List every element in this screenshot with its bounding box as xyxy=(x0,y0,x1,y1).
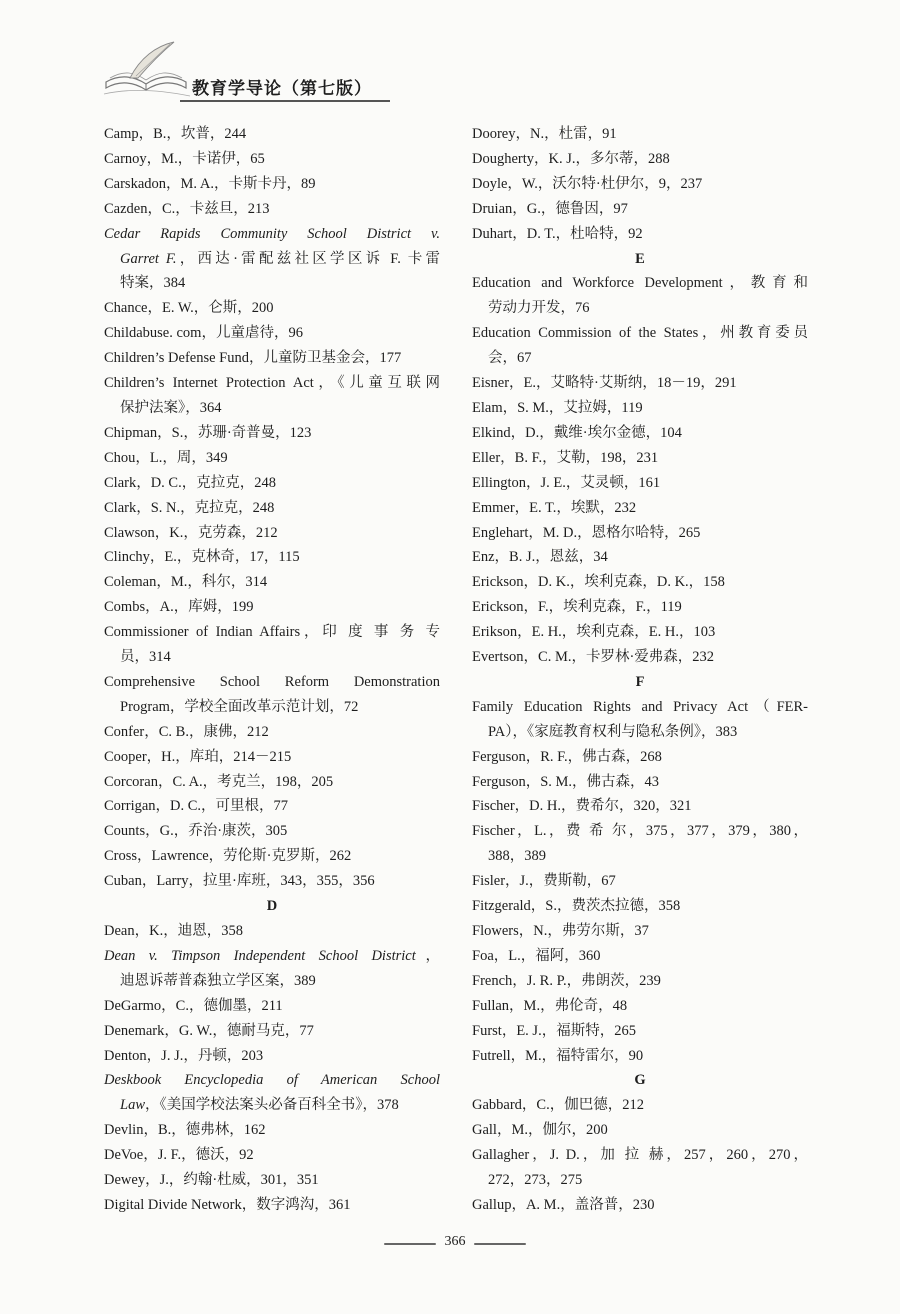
index-entry: Futrell，M.，福特雷尔，90 xyxy=(472,1047,644,1064)
page-footer xyxy=(0,1234,900,1254)
index-entry: Enz，B. J.，恩兹，34 xyxy=(472,549,608,566)
index-entry-text: Gallagher，J. D.，加 拉 赫，257，260，270， xyxy=(472,1147,808,1164)
index-entry: Denemark，G. W.，德耐马克，77 xyxy=(104,1022,314,1039)
index-entry: Coleman，M.，科尔，314 xyxy=(104,574,268,591)
index-entry-text: Commissioner of Indian Affairs，印 度 事 务 专 xyxy=(104,624,440,641)
index-entry: Chipman，S.，苏珊·奇普曼，123 xyxy=(104,424,312,441)
index-entry-title-text: Cedar Rapids Community School District v. xyxy=(104,225,440,242)
index-column-right xyxy=(472,122,808,1218)
index-section-letter: F xyxy=(635,673,645,690)
index-entry: Doorey，N.，杜雷，91 xyxy=(472,126,617,142)
index-entry xyxy=(472,321,808,371)
index-entry: Cazden，C.，卡兹旦，213 xyxy=(104,200,270,217)
index-entry-line xyxy=(472,321,808,346)
index-entry-text: 迪恩诉蒂普森独立学区案，389 xyxy=(120,972,316,989)
index-entry: Eisner，E.，艾略特·艾斯纳，18－19，291 xyxy=(472,375,737,392)
index-entry-line xyxy=(104,1068,440,1093)
index-entry-text: 会，67 xyxy=(488,350,532,367)
index-entry: DeVoe，J. F.，德沃，92 xyxy=(104,1147,254,1164)
index-entry: Digital Divide Network，数字鸿沟，361 xyxy=(104,1196,351,1213)
index-entry: Ferguson，S. M.，佛古森，43 xyxy=(472,773,660,790)
index-entry xyxy=(104,944,440,994)
index-entry-line xyxy=(104,1093,440,1118)
index-entry: Erickson，D. K.，埃利克森，D. K.，158 xyxy=(472,574,725,591)
footer-ornament-left xyxy=(384,1243,436,1245)
index-entry: Dean，K.，迪恩，358 xyxy=(104,923,243,939)
index-entry: Fisler，J.，费斯勒，67 xyxy=(472,873,616,890)
index-entry: Camp，B.，坎普，244 xyxy=(104,126,247,142)
index-entry-line xyxy=(472,271,808,296)
index-entry-line xyxy=(104,645,440,670)
index-entry-text: 劳动力开发，76 xyxy=(488,300,590,317)
index-entry-line xyxy=(104,222,440,247)
index-entry xyxy=(472,271,808,321)
index-entry-line xyxy=(472,1143,808,1168)
index-entry: Erickson，F.，埃利克森，F.，119 xyxy=(472,599,682,616)
index-entry xyxy=(104,371,440,421)
index-entry: Elkind，D.，戴维·埃尔金德，104 xyxy=(472,424,682,441)
index-entry-text: ，西达·雷配兹社区学区诉 F. 卡雷 xyxy=(176,250,440,267)
index-entry xyxy=(104,620,440,670)
index-entry: Duhart，D. T.，杜哈特，92 xyxy=(472,225,643,242)
index-entry-line xyxy=(472,844,808,869)
index-entry-line xyxy=(472,1168,808,1193)
index-entry: Fullan，M.，弗伦奇，48 xyxy=(472,997,628,1014)
page-number: 366 xyxy=(444,1234,466,1249)
index-entry: Evertson，C. M.，卡罗林·爱弗森，232 xyxy=(472,649,715,666)
index-entry: Doyle，W.，沃尔特·杜伊尔，9，237 xyxy=(472,175,703,192)
index-entry-text: Education Commission of the States，州教育委员 xyxy=(472,325,808,342)
index-section-letter: G xyxy=(634,1072,646,1089)
index-entry-text: 272，273，275 xyxy=(488,1172,583,1189)
index-entry: Combs，A.，库姆，199 xyxy=(104,599,254,616)
index-entry xyxy=(472,695,808,745)
index-entry: Fischer，D. H.，费希尔，320，321 xyxy=(472,798,692,815)
index-entry: French，J. R. P.，弗朗茨，239 xyxy=(472,972,661,989)
index-entry: Emmer，E. T.，埃默，232 xyxy=(472,499,637,516)
index-entry: Clark，D. C.，克拉克，248 xyxy=(104,474,276,491)
index-entry: Gall，M.，伽尔，200 xyxy=(472,1122,608,1139)
index-entry xyxy=(104,222,440,297)
book-title: 教育学导论（第七版） xyxy=(192,79,372,98)
index-entry-line xyxy=(472,695,808,720)
index-entry-title-text: Deskbook Encyclopedia of American School xyxy=(104,1072,440,1089)
index-entry: Corcoran，C. A.，考克兰，198，205 xyxy=(104,773,334,790)
index-entry: Foa，L.，福阿，360 xyxy=(472,947,601,964)
index-entry: Carskadon，M. A.，卡斯卡丹，89 xyxy=(104,175,316,192)
index-entry: Cooper，H.，库珀，214－215 xyxy=(104,748,292,765)
index-entry: Confer，C. B.，康佛，212 xyxy=(104,723,269,740)
index-entry-text: 保护法案》，364 xyxy=(120,399,222,416)
index-section-letter: D xyxy=(266,898,278,915)
index-entry-text: Program，学校全面改革示范计划，72 xyxy=(120,698,359,715)
index-entry: Carnoy，M.，卡诺伊，65 xyxy=(104,150,265,167)
header-rule xyxy=(180,100,390,102)
index-entry-text: Fischer，L.，费 希 尔，375，377，379，380， xyxy=(472,823,808,840)
index-entry-line xyxy=(104,620,440,645)
index-entry: Devlin，B.，德弗林，162 xyxy=(104,1122,266,1139)
index-entry-title-text: Garret F. xyxy=(120,250,177,267)
index-entry: Fitzgerald，S.，费茨杰拉德，358 xyxy=(472,898,681,915)
index-entry: Erikson，E. H.，埃利克森，E. H.，103 xyxy=(472,624,716,641)
index-entry-text: 特案，384 xyxy=(120,275,186,292)
index-entry: Counts，G.，乔治·康茨，305 xyxy=(104,823,288,840)
index-entry: Clawson，K.，克劳森，212 xyxy=(104,524,278,541)
index-entry-text: ，《美国学校法案头必备百科全书》，378 xyxy=(145,1097,399,1114)
index-entry-line xyxy=(104,670,440,695)
index-entry: Cuban，Larry，拉里·库班，343，355，356 xyxy=(104,873,375,890)
index-entry xyxy=(104,1068,440,1118)
index-entry: Chou，L.，周，349 xyxy=(104,449,228,466)
index-entry: Elam，S. M.，艾拉姆，119 xyxy=(472,399,643,416)
index-entry-line xyxy=(104,695,440,720)
index-entry-text: Family Education Rights and Privacy Act（FER- xyxy=(472,698,808,715)
index-column-left xyxy=(104,122,440,1218)
index-entry-text: 员，314 xyxy=(120,649,171,666)
index-entry-line xyxy=(472,720,808,745)
index-entry: Cross，Lawrence，劳伦斯·克罗斯，262 xyxy=(104,848,352,865)
index-entry-line xyxy=(104,371,440,396)
index-entry-text: ， xyxy=(415,947,440,964)
index-entry: Chance，E. W.，仑斯，200 xyxy=(104,300,274,317)
index-entry: Dewey，J.，约翰·杜威，301，351 xyxy=(104,1172,319,1189)
index-entry-line xyxy=(104,247,440,272)
index-entry-line xyxy=(472,819,808,844)
footer-ornament-right xyxy=(474,1243,526,1245)
index-entry-title-text: Law xyxy=(120,1097,145,1114)
index-entry-text: PA），《家庭教育权利与隐私条例》，383 xyxy=(488,723,738,740)
index-entry: Furst，E. J.，福斯特，265 xyxy=(472,1022,636,1039)
index-entry: Children’s Defense Fund，儿童防卫基金会，177 xyxy=(104,350,402,367)
index-entry-line xyxy=(472,296,808,321)
index-entry-title-text: Dean v. Timpson Independent School District xyxy=(104,947,416,964)
index-entry: Gallup，A. M.，盖洛普，230 xyxy=(472,1196,655,1213)
index-entry-text: Children’s Internet Protection Act，《儿童互联网 xyxy=(104,375,440,392)
index-entry-line xyxy=(104,969,440,994)
index-entry: Eller，B. F.，艾勒，198，231 xyxy=(472,449,659,466)
index-entry: Clark，S. N.，克拉克，248 xyxy=(104,499,275,516)
index-entry xyxy=(472,819,808,869)
index-entry: Denton，J. J.，丹顿，203 xyxy=(104,1047,264,1064)
index-entry-text: Education and Workforce Development，教育和 xyxy=(472,275,808,292)
index-entry-text: Comprehensive School Reform Demonstration xyxy=(104,673,440,690)
index-entry-line xyxy=(104,271,440,296)
index-entry: Dougherty，K. J.，多尔蒂，288 xyxy=(472,150,670,167)
index-entry-line xyxy=(104,396,440,421)
index-entry: Childabuse. com，儿童虐待，96 xyxy=(104,325,303,342)
book-quill-ornament-icon xyxy=(100,38,192,104)
index-entry-line xyxy=(104,944,440,969)
index-entry: Flowers，N.，弗劳尔斯，37 xyxy=(472,923,649,939)
index-entry: Ferguson，R. F.，佛古森，268 xyxy=(472,748,662,765)
index-entry: Corrigan，D. C.，可里根，77 xyxy=(104,798,289,815)
index-section-letter: E xyxy=(635,250,645,267)
index-entry-text: 388，389 xyxy=(488,848,546,865)
index-entry: Ellington，J. E.，艾灵顿，161 xyxy=(472,474,661,491)
running-header xyxy=(100,38,400,108)
index-entry: DeGarmo，C.，德伽墨，211 xyxy=(104,997,283,1014)
index-entry: Englehart，M. D.，恩格尔哈特，265 xyxy=(472,524,701,541)
index-entry: Gabbard，C.，伽巴德，212 xyxy=(472,1097,644,1114)
index-entry: Clinchy，E.，克林奇，17，115 xyxy=(104,549,300,566)
index-entry xyxy=(472,1143,808,1193)
index-entry-line xyxy=(472,346,808,371)
index-entry xyxy=(104,670,440,720)
index-entry: Druian，G.，德鲁因，97 xyxy=(472,200,628,217)
